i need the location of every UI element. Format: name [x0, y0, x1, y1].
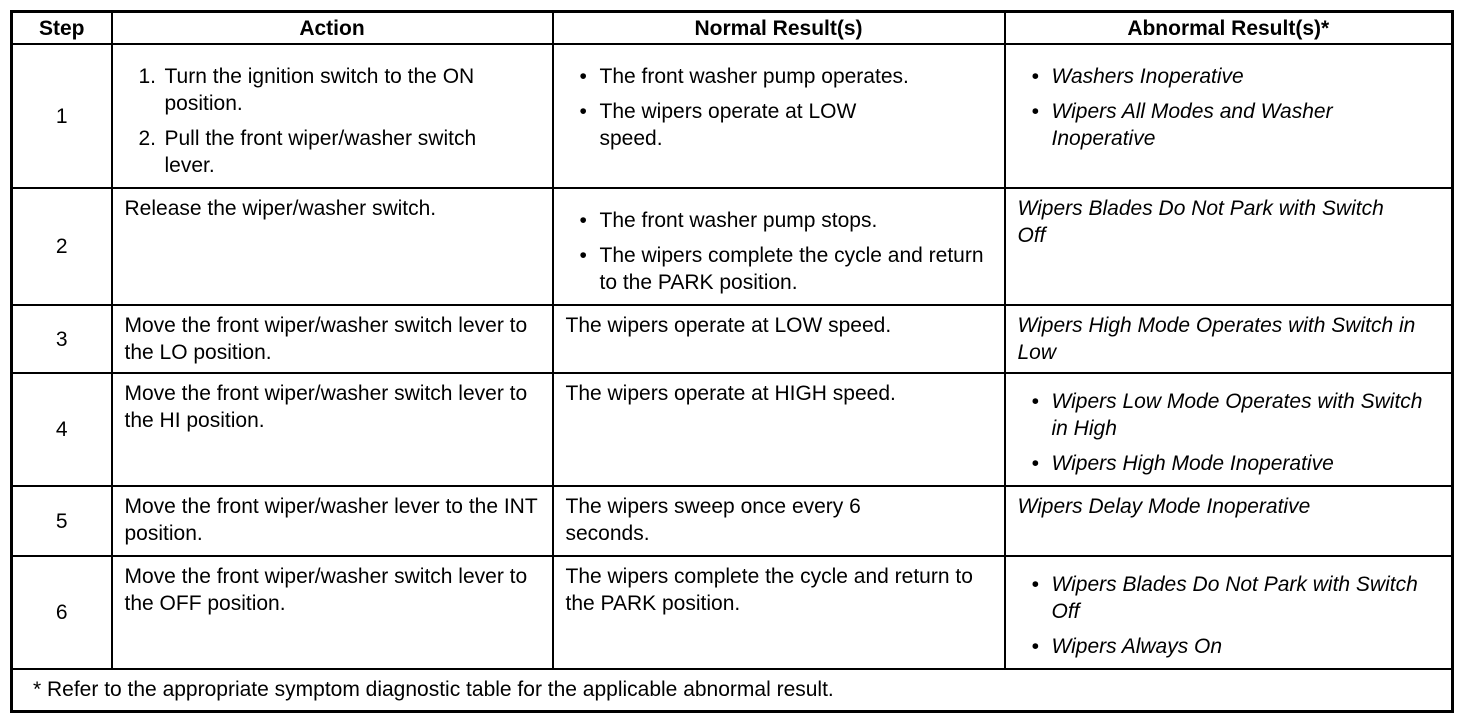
- table-row: [12, 305, 1453, 373]
- header-action: Action: [112, 12, 553, 45]
- step-number: 5: [12, 486, 112, 556]
- step-number: 4: [12, 373, 112, 486]
- normal-result-cell: [553, 188, 1005, 305]
- action-cell: Move the front wiper/washer lever to the INT position.: [112, 486, 553, 556]
- action-cell: [112, 44, 553, 188]
- table-row: [12, 44, 1453, 188]
- abnormal-result-cell: Wipers Delay Mode Inoperative: [1005, 486, 1453, 556]
- abnormal-results-list: [1018, 63, 1444, 152]
- action-steps-list: [125, 63, 544, 179]
- normal-results-list: [566, 207, 996, 296]
- normal-result-cell: [553, 44, 1005, 188]
- footnote: * Refer to the appropriate symptom diagnostic table for the applicable abnormal result.: [12, 669, 1453, 712]
- list-item: [125, 125, 544, 179]
- abnormal-result-cell: [1005, 44, 1453, 188]
- normal-result-cell: The wipers sweep once every 6 seconds.: [553, 486, 1005, 556]
- list-item: • Wipers All Modes and Washer Inoperative: [1018, 98, 1444, 152]
- table-row: [12, 373, 1453, 486]
- normal-result-cell: The wipers operate at LOW speed.: [553, 305, 1005, 373]
- list-item: • The wipers operate at LOW speed.: [566, 98, 996, 152]
- step-text: Turn the ignition switch to the ON position.: [164, 65, 475, 115]
- step-number: 1: [12, 44, 112, 188]
- step-index: 2.: [138, 127, 157, 150]
- list-item: • Wipers High Mode Inoperative: [1018, 450, 1444, 477]
- abnormal-results-list: [1018, 388, 1444, 477]
- header-abnormal-results: Abnormal Result(s)*: [1005, 12, 1453, 45]
- list-item: • Washers Inoperative: [1018, 63, 1444, 90]
- step-number: 3: [12, 305, 112, 373]
- step-index: 1.: [138, 65, 157, 88]
- list-item: • Wipers Always On: [1018, 633, 1444, 660]
- abnormal-result-cell: Wipers Blades Do Not Park with Switch Off: [1005, 188, 1453, 305]
- list-item: • The front washer pump operates.: [566, 63, 996, 90]
- normal-result-cell: The wipers complete the cycle and return to the PARK position.: [553, 556, 1005, 669]
- action-cell: Move the front wiper/washer switch lever to the HI position.: [112, 373, 553, 486]
- step-number: 6: [12, 556, 112, 669]
- table-row: [12, 486, 1453, 556]
- step-number: 2: [12, 188, 112, 305]
- table-row: [12, 556, 1453, 669]
- normal-results-list: [566, 63, 996, 152]
- list-item: [125, 63, 544, 117]
- abnormal-result-cell: [1005, 373, 1453, 486]
- abnormal-results-list: [1018, 571, 1444, 660]
- abnormal-result-cell: Wipers High Mode Operates with Switch in Low: [1005, 305, 1453, 373]
- list-item: • The wipers complete the cycle and return to the PARK position.: [566, 242, 996, 296]
- header-step: Step: [12, 12, 112, 45]
- list-item: • Wipers Low Mode Operates with Switch in High: [1018, 388, 1444, 442]
- action-cell: Move the front wiper/washer switch lever to the OFF position.: [112, 556, 553, 669]
- action-cell: Release the wiper/washer switch.: [112, 188, 553, 305]
- diagnostic-table: [10, 10, 1454, 713]
- list-item: • Wipers Blades Do Not Park with Switch Off: [1018, 571, 1444, 625]
- table-row: [12, 188, 1453, 305]
- step-text: Pull the front wiper/washer switch lever.: [164, 127, 477, 177]
- footnote-row: [12, 669, 1453, 712]
- header-row: [12, 12, 1453, 45]
- normal-result-cell: The wipers operate at HIGH speed.: [553, 373, 1005, 486]
- list-item: • The front washer pump stops.: [566, 207, 996, 234]
- action-cell: Move the front wiper/washer switch lever to the LO position.: [112, 305, 553, 373]
- header-normal-results: Normal Result(s): [553, 12, 1005, 45]
- abnormal-result-cell: [1005, 556, 1453, 669]
